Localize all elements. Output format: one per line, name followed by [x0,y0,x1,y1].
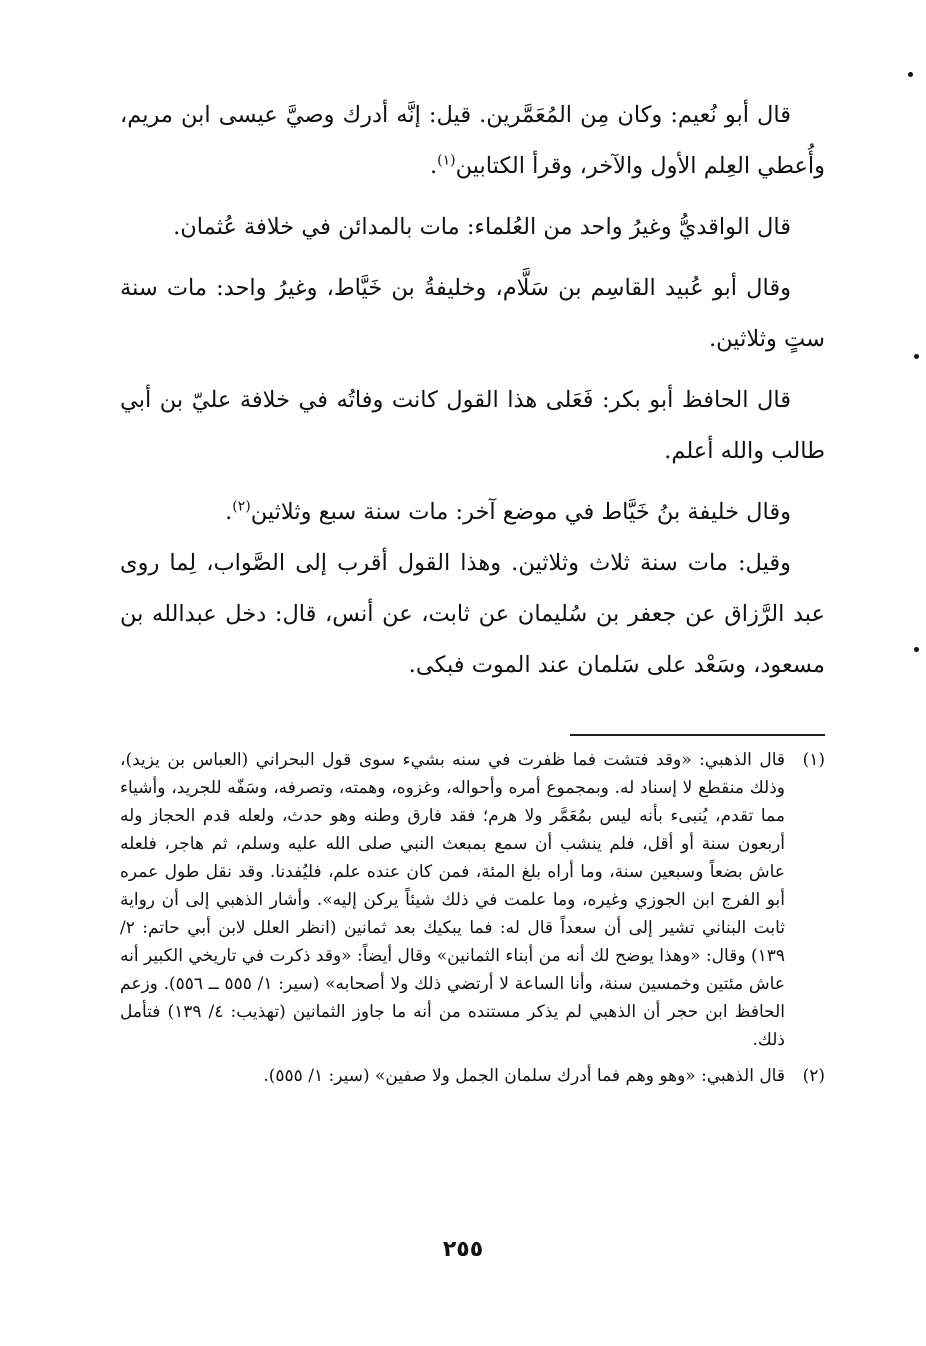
footnote-separator [570,734,825,736]
paragraph-6: وقيل: مات سنة ثلاث وثلاثين. وهذا القول أقرب إلى الصَّواب، لِما روى عبد الرَّزاق عن جعفر بن سُليمان عن ثابت، عن أنس، قال: دخل عبدالله بن مسعود، وسَعْد على سَلمان عند الموت فبكى. [120,550,825,678]
footnote-1 [120,746,825,1054]
main-text [120,90,825,691]
paragraph-5: وقال خليفة بنُ خَيَّاط في موضع آخر: مات سنة سبع وثلاثين$^{(٢)}$. [225,498,791,525]
page-number: ٢٥٥ [442,1237,484,1262]
paragraph-4: قال الحافظ أبو بكر: فَعَلى هذا القول كانت وفاتُه في خلافة عليّ بن أبي طالب والله أعلم. [120,387,825,464]
footnote-text: قال الذهبي: «وهو وهم فما أدرك سلمان الجمل ولا صفين» (سير: ١/ ٥٥٥). [263,1066,785,1086]
scan-mark [908,72,913,77]
footnotes [120,746,825,1098]
paragraph-3: وقال أبو عُبيد القاسِم بن سَلَّام، وخليفةُ بن خَيَّاط، وغيرُ واحد: مات سنة ستٍ وثلاثين. [120,275,825,352]
footnote-2 [120,1062,825,1090]
footnote-ref-1: (١) [437,152,456,169]
paragraph-2: قال الواقديُّ وغيرُ واحد من العُلماء: مات بالمدائن في خلافة عُثمان. [173,214,791,240]
scan-mark [914,647,919,652]
footnote-number: (١) [802,750,825,770]
footnote-text: قال الذهبي: «وقد فتشت فما ظفرت في سنه بشيء سوى قول البحراني (العباس بن يزيد)، وذلك منقطع لا إسناد له. وبمجموع أمره وأحواله، وغزوه، وهمته، وتصرفه، وسَفّه للجريد، وأشياء مما تقدم، يُنبىء بأنه ليس بمُعَمَّر ولا هرم؛ فقد فارق وطنه وهو حدث، ولعله قدم الحجاز وله أربعون سنة أو أقل، فلم ينشب أن سمع بمبعث النبي صلى الله عليه وسلم، ثم هاجر، فلعله عاش بضعاً وسبعين سنة، وما أراه بلغ المئة، فمن كان عنده علم، فليُفدنا. وقد نقل طول عمره أبو الفرج ابن الجوزي وغيره، وما علمت في ذلك شيئاً يركن إليه». وأشار الذهبي إلى أن رواية ثابت البناني تشير إلى أن سعداً قال له: فما يبكيك بعد ثمانين (انظر العلل لابن أبي حاتم: ٢/ ١٣٩) وقال: «وهذا يوضح لك أنه من أبناء الثمانين» وقال أيضاً: «وقد ذكرت في تاريخي الكبير أنه عاش مئتين وخمسين سنة، وأنا الساعة لا أرتضي ذلك ولا أصحابه» (سير: ١/ ٥٥٥ ــ ٥٥٦). وزعم الحافظ ابن حجر أن الذهبي لم يذكر مستنده من أنه ما جاوز الثمانين (تهذيب: ٤/ ١٣٩) فتأمل ذلك. [120,750,786,1050]
paragraph-1: قال أبو نُعيم: وكان مِن المُعَمَّرين. قيل: إنَّه أدرك وصيَّ عيسى ابن مريم، وأُعطي العِلم الأول والآخر، وقرأ الكتابين$^{(١)}$. [120,102,825,179]
footnote-number: (٢) [802,1066,825,1086]
footnote-ref-2: (٢) [232,498,251,515]
scan-mark [914,354,919,359]
